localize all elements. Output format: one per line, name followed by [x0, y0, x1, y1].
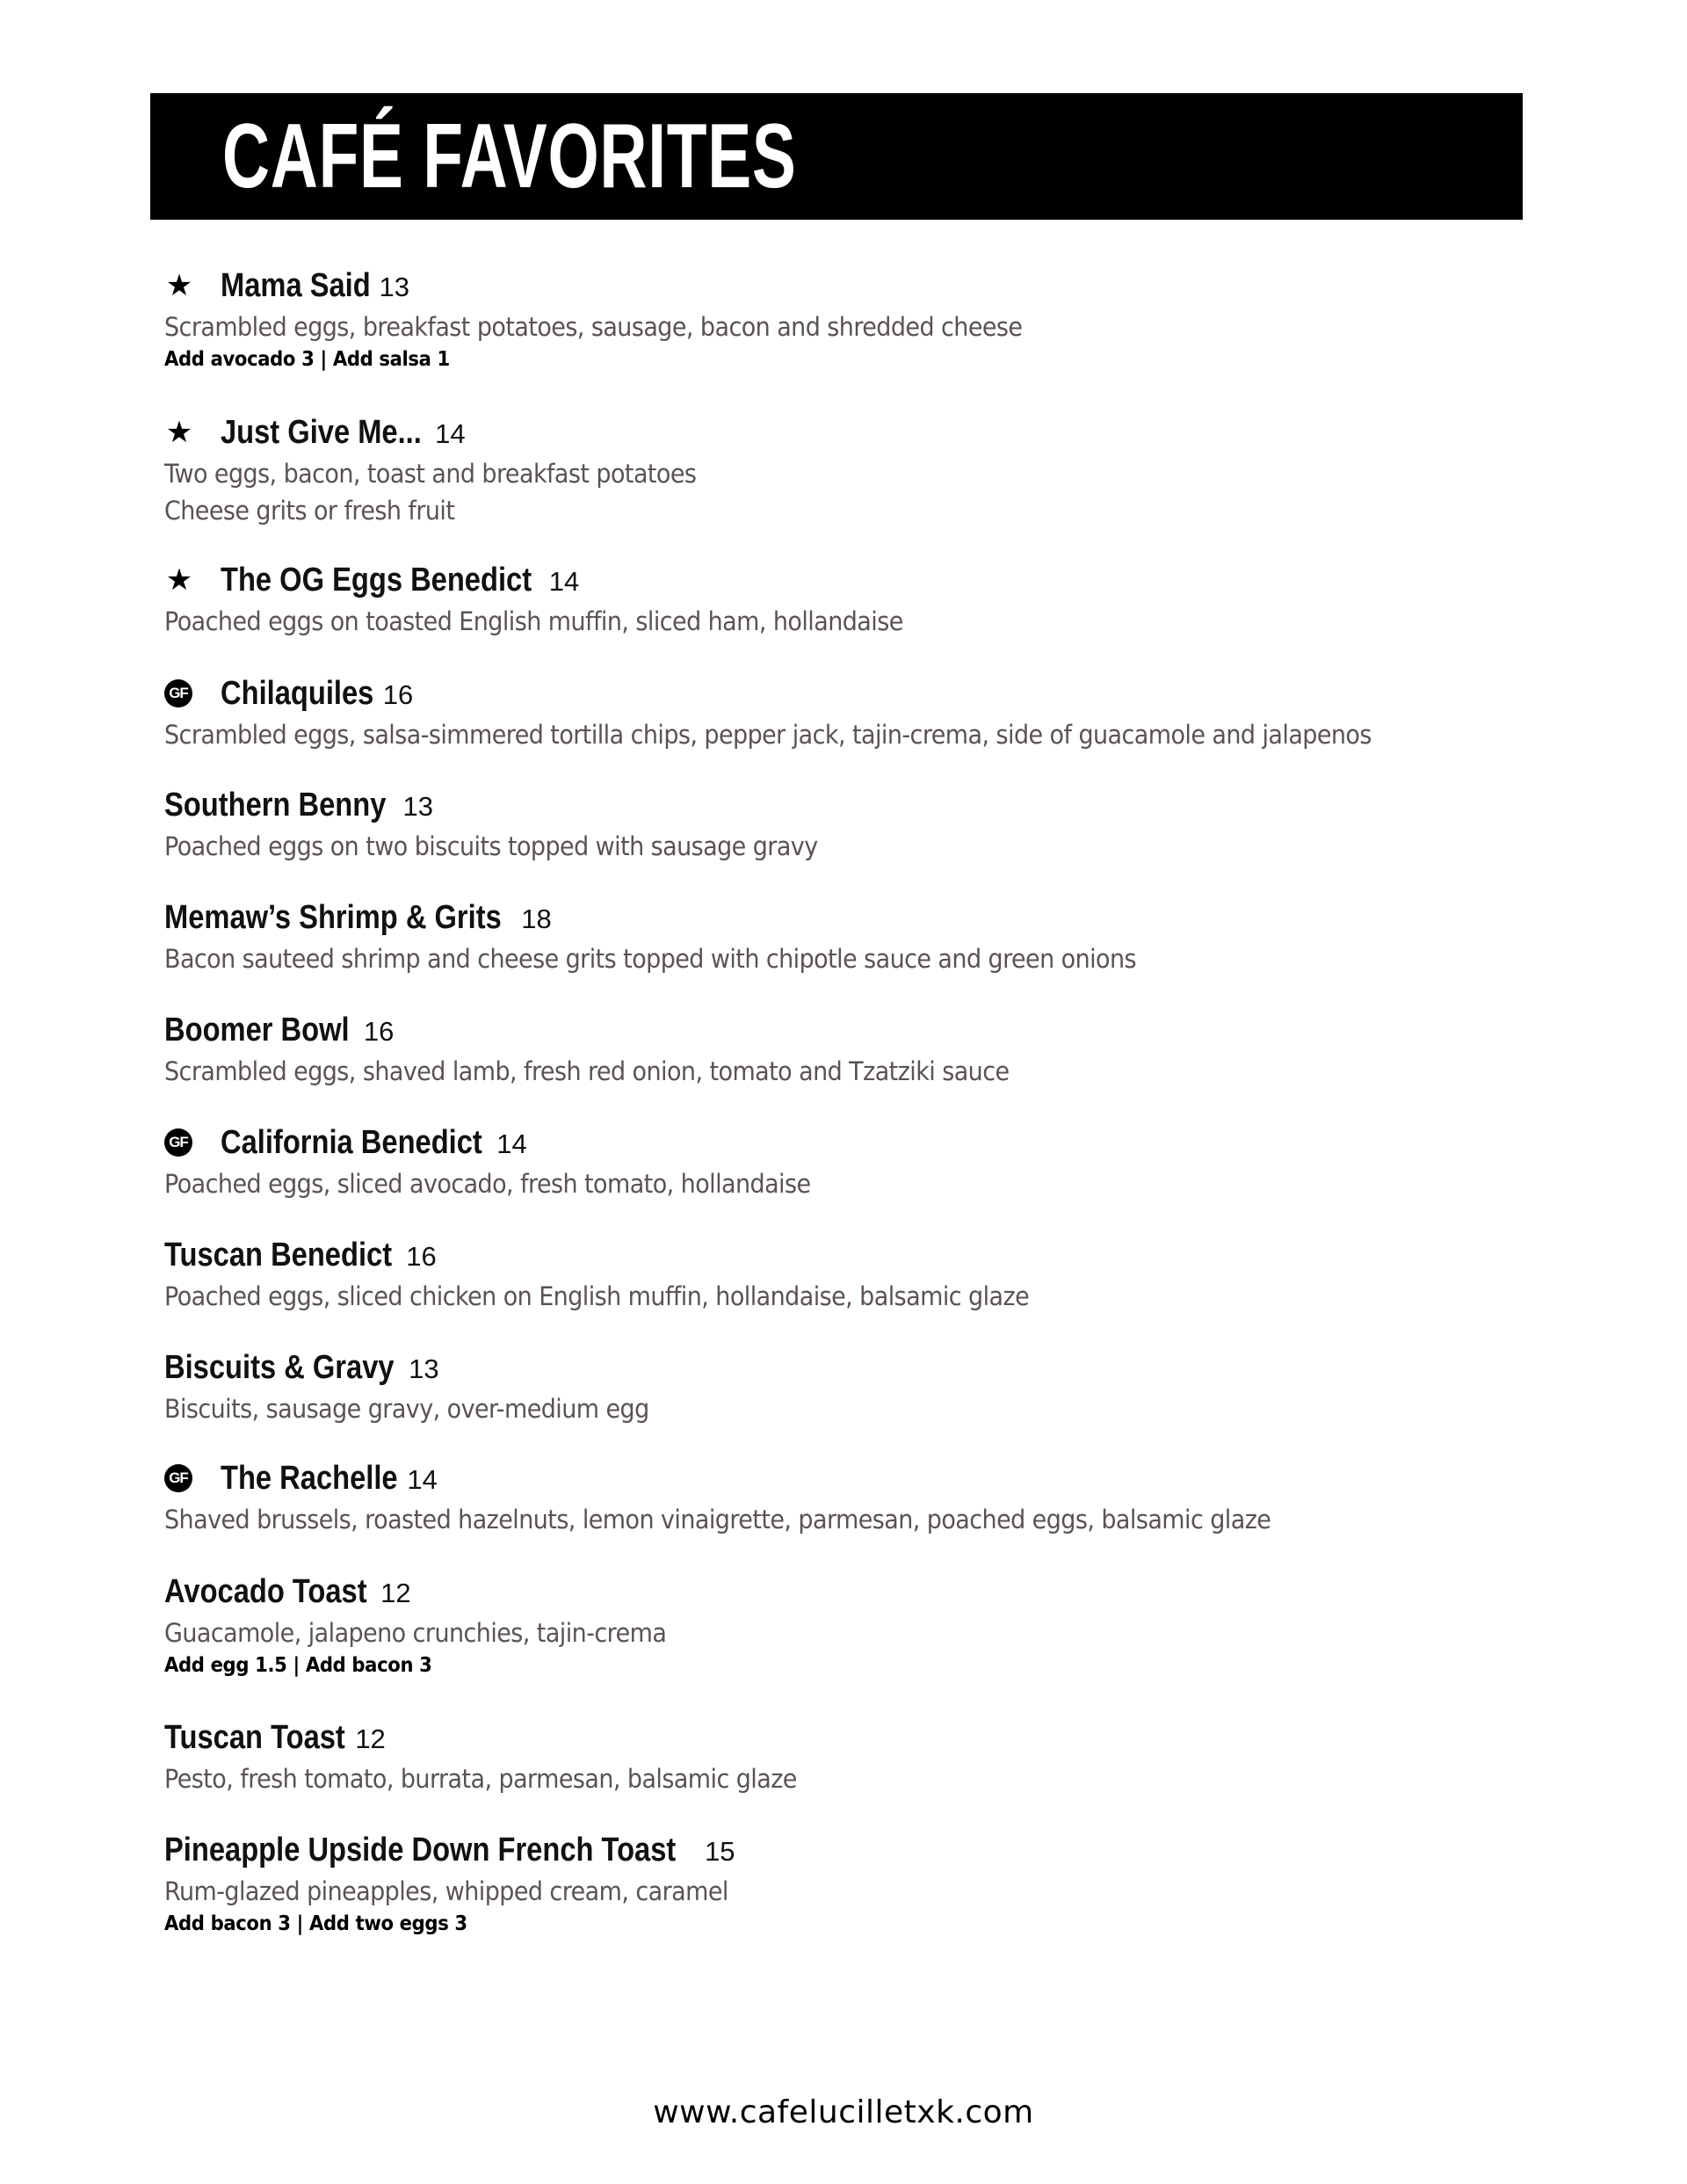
menu-item	[164, 1011, 1517, 1090]
item-price: 16	[382, 678, 414, 710]
item-price: 15	[705, 1835, 735, 1867]
menu-item	[164, 1123, 1517, 1202]
item-name: The Rachelle	[221, 1459, 398, 1497]
item-description: Shaved brussels, roasted hazelnuts, lemon vinaigrette, parmesan, poached eggs, balsamic glaze	[164, 1505, 1271, 1535]
item-description: Poached eggs, sliced chicken on English muffin, hollandaise, balsamic glaze	[164, 1281, 1030, 1311]
item-description: Scrambled eggs, salsa-simmered tortilla chips, pepper jack, tajin-crema, side of guacamole and jalapenos	[164, 720, 1372, 750]
gluten-free-icon: GF	[164, 1464, 192, 1492]
menu-item	[164, 1718, 1517, 1797]
item-name: The OG Eggs Benedict	[221, 561, 532, 599]
item-name: Memaw’s Shrimp & Grits	[164, 898, 502, 936]
item-name: Biscuits & Gravy	[164, 1348, 395, 1386]
item-name: California Benedict	[221, 1123, 482, 1161]
item-price: 13	[409, 1353, 439, 1384]
gluten-free-icon: GF	[164, 679, 192, 707]
menu-item	[164, 674, 1517, 753]
menu-item	[164, 1236, 1517, 1315]
menu-item	[164, 1572, 1517, 1680]
item-description: Scrambled eggs, breakfast potatoes, sausage, bacon and shredded cheese	[164, 312, 1023, 342]
item-name: Southern Benny	[164, 786, 387, 824]
menu-item	[164, 898, 1517, 977]
item-price: 14	[435, 417, 466, 449]
item-addon: Add egg 1.5 | Add bacon 3	[164, 1654, 432, 1677]
star-icon: ★	[165, 563, 193, 597]
star-icon: ★	[165, 269, 193, 302]
item-price: 18	[521, 903, 552, 934]
item-description: Scrambled eggs, shaved lamb, fresh red onion, tomato and Tzatziki sauce	[164, 1056, 1010, 1086]
item-name: Mama Said	[221, 266, 371, 304]
gluten-free-icon: GF	[164, 1128, 192, 1157]
menu-item	[164, 413, 1517, 529]
item-description-line-2: Cheese grits or fresh fruit	[164, 496, 455, 526]
item-price: 14	[407, 1463, 438, 1495]
menu-item	[164, 1348, 1517, 1427]
item-addon: Add avocado 3 | Add salsa 1	[164, 348, 450, 371]
item-description: Two eggs, bacon, toast and breakfast potatoes	[164, 459, 697, 489]
item-price: 14	[496, 1128, 527, 1159]
page-title: CAFÉ FAVORITES	[222, 105, 797, 207]
item-description: Rum-glazed pineapples, whipped cream, caramel	[164, 1876, 728, 1906]
item-name: Pineapple Upside Down French Toast	[164, 1831, 677, 1868]
item-description: Guacamole, jalapeno crunchies, tajin-crema	[164, 1618, 667, 1648]
item-description: Poached eggs on two biscuits topped with sausage gravy	[164, 831, 818, 861]
item-price: 16	[406, 1240, 437, 1272]
item-name: Chilaquiles	[221, 674, 374, 712]
item-description: Bacon sauteed shrimp and cheese grits topped with chipotle sauce and green onions	[164, 944, 1137, 974]
item-name: Tuscan Benedict	[164, 1236, 393, 1273]
item-price: 12	[355, 1723, 386, 1754]
item-price: 12	[380, 1577, 411, 1608]
menu-item	[164, 1831, 1517, 1938]
item-description: Poached eggs, sliced avocado, fresh tomato, hollandaise	[164, 1169, 811, 1199]
title-banner	[150, 93, 1523, 220]
website-link[interactable]: www.cafelucilletxk.com	[653, 2094, 1034, 2130]
item-description: Poached eggs on toasted English muffin, sliced ham, hollandaise	[164, 606, 903, 636]
item-price: 13	[379, 271, 410, 302]
item-description: Biscuits, sausage gravy, over-medium egg	[164, 1394, 649, 1424]
item-name: Avocado Toast	[164, 1572, 367, 1610]
star-icon: ★	[165, 416, 193, 449]
item-price: 13	[402, 790, 433, 822]
item-description: Pesto, fresh tomato, burrata, parmesan, balsamic glaze	[164, 1764, 797, 1794]
item-name: Boomer Bowl	[164, 1011, 350, 1048]
item-price: 14	[548, 565, 580, 597]
menu-item	[164, 266, 1517, 374]
menu-item	[164, 561, 1517, 640]
item-name: Just Give Me...	[221, 413, 422, 451]
item-price: 16	[363, 1015, 395, 1047]
menu-item	[164, 786, 1517, 865]
item-addon: Add bacon 3 | Add two eggs 3	[164, 1912, 467, 1935]
item-name: Tuscan Toast	[164, 1718, 345, 1756]
menu-item	[164, 1459, 1517, 1538]
